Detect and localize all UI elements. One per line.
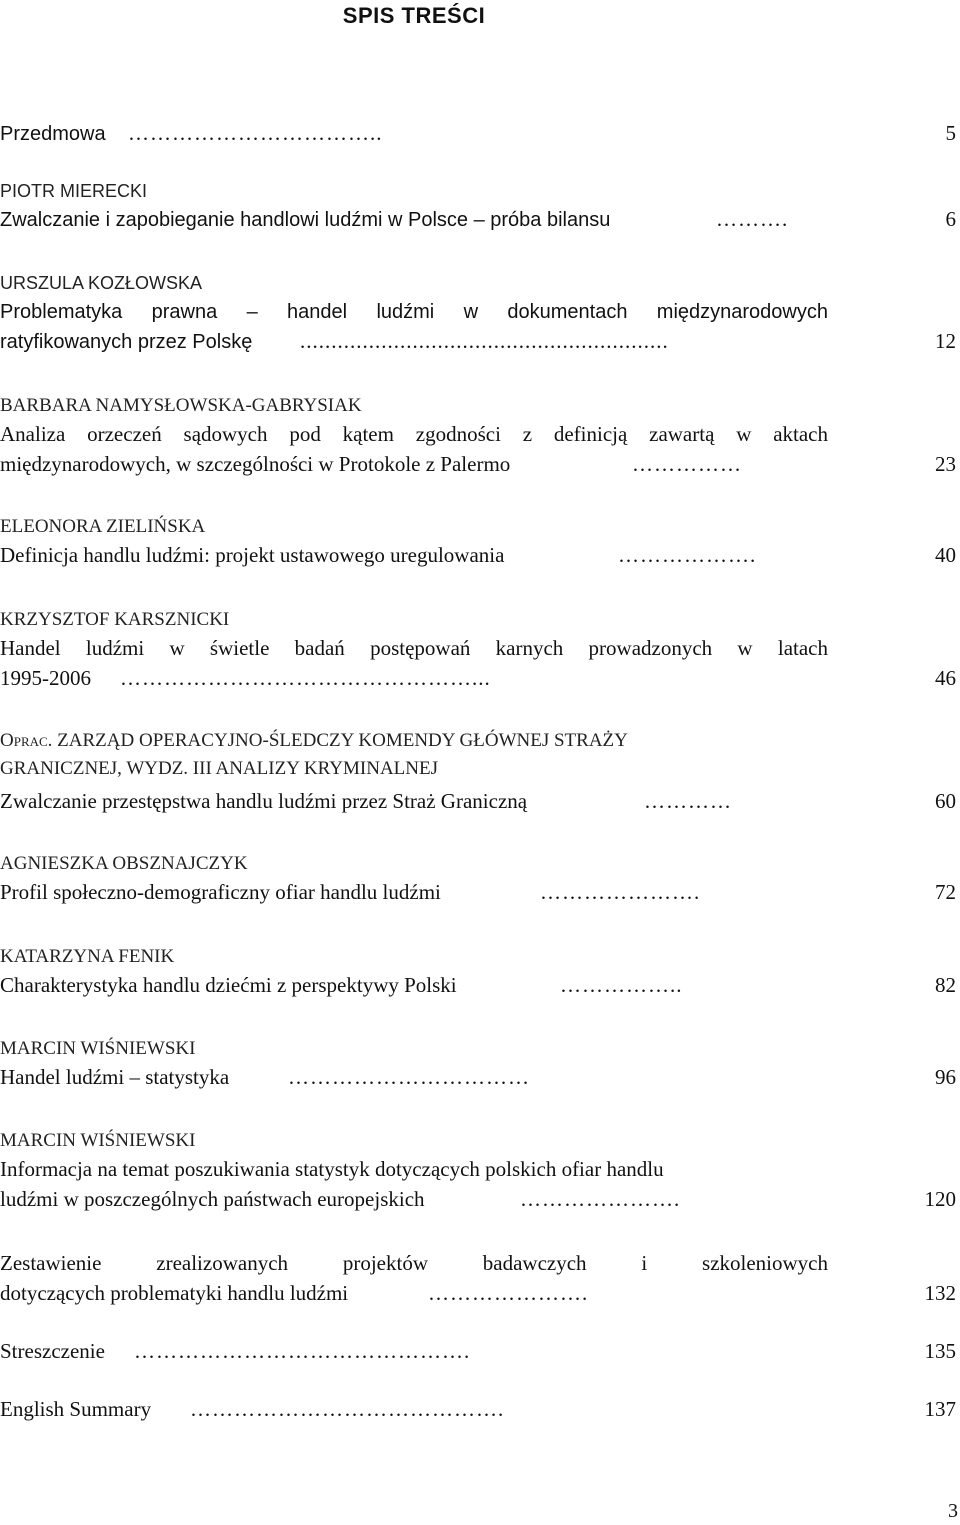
page-number: 60 — [935, 789, 956, 813]
toc-entry-straz-graniczna[interactable] — [0, 728, 960, 816]
dot-leader: …………………………………………... — [120, 666, 491, 690]
dot-leader: ………. — [716, 207, 789, 231]
page-number: 46 — [935, 666, 956, 690]
page-number: 12 — [935, 329, 956, 353]
page-number: 120 — [924, 1187, 956, 1211]
author-name: MARCIN WIŚNIEWSKI — [0, 1038, 196, 1059]
page-number: 132 — [924, 1281, 956, 1305]
dot-leader: ………… — [644, 789, 732, 813]
page-number: 72 — [935, 880, 956, 904]
dot-leader: …………………. — [520, 1187, 681, 1211]
page-number: 135 — [924, 1339, 956, 1363]
entry-title[interactable]: Definicja handlu ludźmi: projekt ustawowego uregulowania — [0, 543, 505, 567]
toc-entry-przedmowa[interactable] — [0, 118, 960, 148]
entry-title[interactable]: Handel ludźmi – statystyka — [0, 1065, 230, 1089]
author-name: ELEONORA ZIELIŃSKA — [0, 516, 206, 537]
toc-entry-zielinska[interactable] — [0, 514, 960, 570]
author-name-line-2: GRANICZNEJ, WYDZ. III ANALIZY KRYMINALNEJ — [0, 758, 439, 779]
dot-leader: …………….. — [560, 973, 683, 997]
author-name: PIOTR MIERECKI — [0, 181, 148, 201]
toc-entry-obsznajczyk[interactable] — [0, 851, 960, 907]
dot-leader: ……………………………………. — [190, 1397, 505, 1421]
dot-leader: ………………………………………. — [134, 1339, 471, 1363]
page-number: 82 — [935, 973, 956, 997]
author-name: KATARZYNA FENIK — [0, 946, 175, 967]
entry-title[interactable]: Profil społeczno-demograficzny ofiar handlu ludźmi — [0, 880, 441, 904]
entry-title[interactable]: Streszczenie — [0, 1339, 105, 1363]
author-name — [0, 728, 960, 754]
toc-entry-english-summary[interactable] — [0, 1394, 960, 1424]
dot-leader: …………………………… — [288, 1065, 530, 1089]
toc-entry-kozlowska[interactable] — [0, 270, 960, 356]
dot-leader: ........................................................... — [300, 329, 669, 353]
entry-title[interactable]: Zwalczanie przestępstwa handlu ludźmi przez Straż Graniczną — [0, 789, 528, 813]
page-number: 96 — [935, 1065, 956, 1089]
dot-leader: ………………. — [618, 543, 757, 567]
author-name: KRZYSZTOF KARSZNICKI — [0, 609, 230, 630]
entry-title[interactable]: English Summary — [0, 1397, 152, 1421]
toc-entry-wisniewski-informacja[interactable] — [0, 1128, 960, 1214]
toc-entry-fenik[interactable] — [0, 944, 960, 1000]
entry-title-line-2[interactable]: 1995-2006 — [0, 666, 91, 690]
toc-entry-mierecki[interactable] — [0, 178, 960, 234]
entry-title-line-2[interactable]: ratyfikowanych przez Polskę — [0, 331, 253, 353]
page-number: 40 — [935, 543, 956, 567]
page-number: 5 — [945, 121, 956, 145]
dot-leader: …………… — [632, 452, 742, 476]
entry-title-line-2[interactable]: ludźmi w poszczególnych państwach europejskich — [0, 1187, 425, 1211]
page-number: 23 — [935, 452, 956, 476]
toc-entry-wisniewski-statystyka[interactable] — [0, 1036, 960, 1092]
entry-title[interactable]: Zwalczanie i zapobieganie handlowi ludźmi w Polsce – próba bilansu — [0, 209, 611, 231]
toc-entry-zestawienie[interactable] — [0, 1248, 960, 1308]
page-title: SPIS TREŚCI — [342, 3, 486, 28]
entry-title[interactable]: Charakterystyka handlu dziećmi z perspektywy Polski — [0, 973, 457, 997]
entry-title-line-1[interactable]: Analiza orzeczeń sądowych pod kątem zgodności z definicją zawartą w aktach — [0, 422, 828, 446]
author-line-1: Oprac. ZARZĄD OPERACYJNO-ŚLEDCZY KOMENDY GŁÓWNEJ STRAŻY — [0, 730, 628, 751]
dot-leader: …………………. — [428, 1281, 589, 1305]
page-folio-number: 3 — [948, 1500, 958, 1522]
entry-title-line-1[interactable]: Zestawienie zrealizowanych projektów badawczych i szkoleniowych — [0, 1251, 828, 1275]
toc-entry-karsznicki[interactable] — [0, 607, 960, 693]
toc-entry-streszczenie[interactable] — [0, 1336, 960, 1366]
page-number: 137 — [924, 1397, 956, 1421]
entry-title[interactable]: Przedmowa — [0, 123, 106, 145]
author-name: BARBARA NAMYSŁOWSKA-GABRYSIAK — [0, 395, 362, 416]
toc-entry-namyslowska-gabrysiak[interactable] — [0, 393, 960, 479]
entry-title-line-1[interactable]: Handel ludźmi w świetle badań postępowań karnych prowadzonych w latach — [0, 636, 828, 660]
author-name: AGNIESZKA OBSZNAJCZYK — [0, 853, 248, 874]
author-name: URSZULA KOZŁOWSKA — [0, 273, 203, 293]
entry-title-line-2[interactable]: dotyczących problematyki handlu ludźmi — [0, 1281, 349, 1305]
dot-leader: …………………………….. — [128, 121, 383, 145]
entry-title-line-1[interactable]: Informacja na temat poszukiwania statystyk dotyczących polskich ofiar handlu — [0, 1157, 664, 1181]
author-name: MARCIN WIŚNIEWSKI — [0, 1130, 196, 1151]
dot-leader: …………………. — [540, 880, 701, 904]
entry-title-line-1[interactable]: Problematyka prawna – handel ludźmi w dokumentach międzynarodowych — [0, 301, 828, 323]
entry-title-line-2[interactable]: międzynarodowych, w szczególności w Protokole z Palermo — [0, 452, 511, 476]
page-number: 6 — [945, 207, 956, 231]
